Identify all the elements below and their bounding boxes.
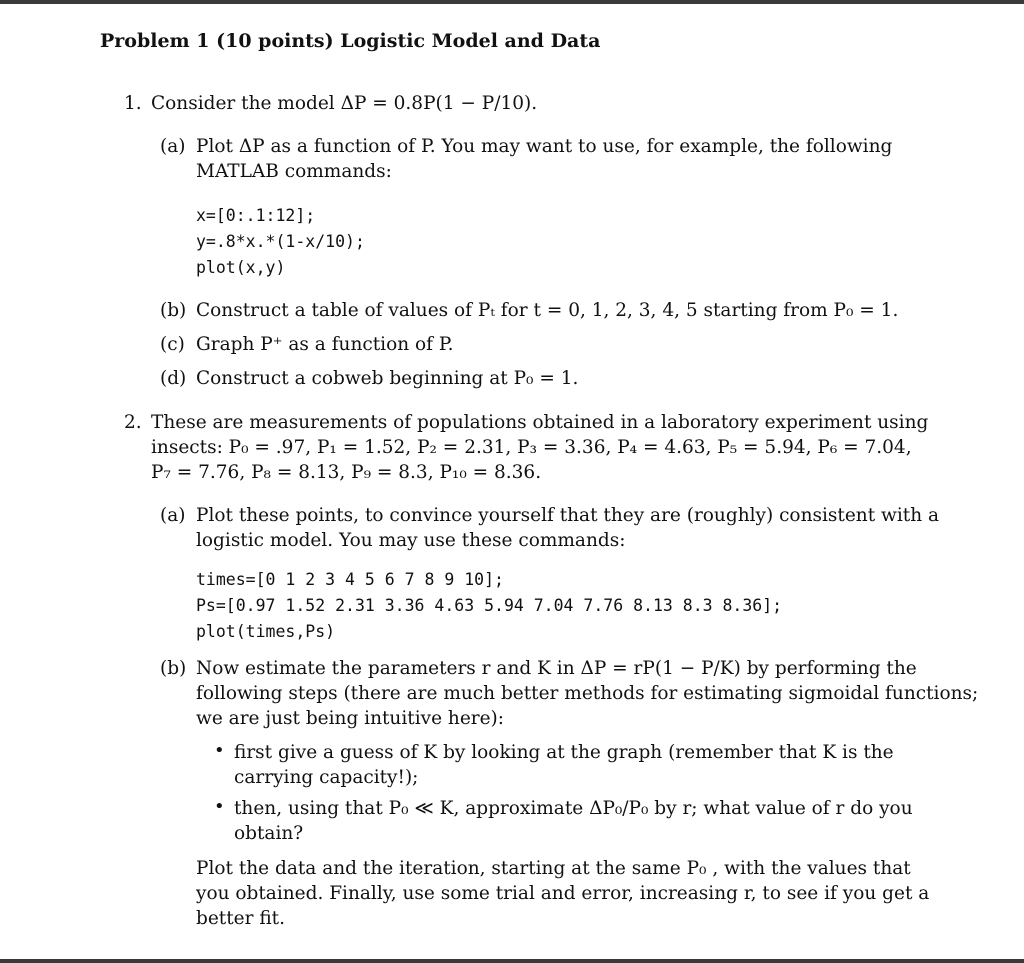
item-1b-text: Construct a table of values of Pₜ for t = 0, 1, 2, 3, 4, 5 starting from P₀ = 1. bbox=[196, 300, 899, 321]
item-2-line1: These are measurements of populations obtained in a laboratory experiment using bbox=[151, 412, 929, 433]
item-number-1: 1. bbox=[124, 93, 142, 114]
item-2-line2: insects: P₀ = .97, P₁ = 1.52, P₂ = 2.31, P₃ = 3.36, P₄ = 4.63, P₅ = 5.94, P₆ = 7.04, bbox=[151, 437, 912, 458]
code-line: plot(x,y) bbox=[196, 258, 286, 277]
item-2-line3: P₇ = 7.76, P₈ = 8.13, P₉ = 8.3, P₁₀ = 8.36. bbox=[151, 462, 542, 483]
code-line: Ps=[0.97 1.52 2.31 3.36 4.63 5.94 7.04 7.76 8.13 8.3 8.36]; bbox=[196, 596, 783, 615]
item-2b-line3: we are just being intuitive here): bbox=[196, 708, 505, 729]
bullet-1-line1: first give a guess of K by looking at the graph (remember that K is the bbox=[234, 742, 894, 763]
problem-title: Problem 1 (10 points) Logistic Model and Data bbox=[100, 30, 601, 52]
item-1-intro: Consider the model ΔP = 0.8P(1 − P/10). bbox=[151, 93, 538, 114]
item-2a-label: (a) bbox=[160, 505, 186, 526]
item-1a-label: (a) bbox=[160, 136, 186, 157]
code-line: times=[0 1 2 3 4 5 6 7 8 9 10]; bbox=[196, 570, 504, 589]
code-line: plot(times,Ps) bbox=[196, 622, 336, 641]
final-paragraph-line2: you obtained. Finally, use some trial and error, increasing r, to see if you get a bbox=[196, 883, 930, 904]
item-1a-line2: MATLAB commands: bbox=[196, 161, 392, 182]
item-1a-line1: Plot ΔP as a function of P. You may want to use, for example, the following bbox=[196, 136, 893, 157]
item-2b-line2: following steps (there are much better methods for estimating sigmoidal functions; bbox=[196, 683, 979, 704]
item-1d-label: (d) bbox=[160, 368, 187, 389]
bullet-1-line2: carrying capacity!); bbox=[234, 767, 419, 788]
bullet-icon: • bbox=[214, 796, 225, 817]
item-1c-text: Graph P⁺ as a function of P. bbox=[196, 334, 454, 355]
item-1c-label: (c) bbox=[160, 334, 185, 355]
item-number-2: 2. bbox=[124, 412, 142, 433]
item-2a-line2: logistic model. You may use these commands: bbox=[196, 530, 626, 551]
item-1d-text: Construct a cobweb beginning at P₀ = 1. bbox=[196, 368, 579, 389]
item-2a-line1: Plot these points, to convince yourself that they are (roughly) consistent with a bbox=[196, 505, 940, 526]
code-line: y=.8*x.*(1-x/10); bbox=[196, 232, 365, 251]
code-line: x=[0:.1:12]; bbox=[196, 206, 316, 225]
item-2b-label: (b) bbox=[160, 658, 187, 679]
bullet-2-line2: obtain? bbox=[234, 823, 304, 844]
bullet-icon: • bbox=[214, 740, 225, 761]
item-1b-label: (b) bbox=[160, 300, 187, 321]
final-paragraph-line1: Plot the data and the iteration, starting at the same P₀ , with the values that bbox=[196, 858, 911, 879]
bottom-border bbox=[0, 959, 1024, 963]
item-2b-line1: Now estimate the parameters r and K in ΔP = rP(1 − P/K) by performing the bbox=[196, 658, 917, 679]
bullet-2-line1: then, using that P₀ ≪ K, approximate ΔP₀/P₀ by r; what value of r do you bbox=[234, 798, 913, 819]
final-paragraph-line3: better fit. bbox=[196, 908, 285, 929]
